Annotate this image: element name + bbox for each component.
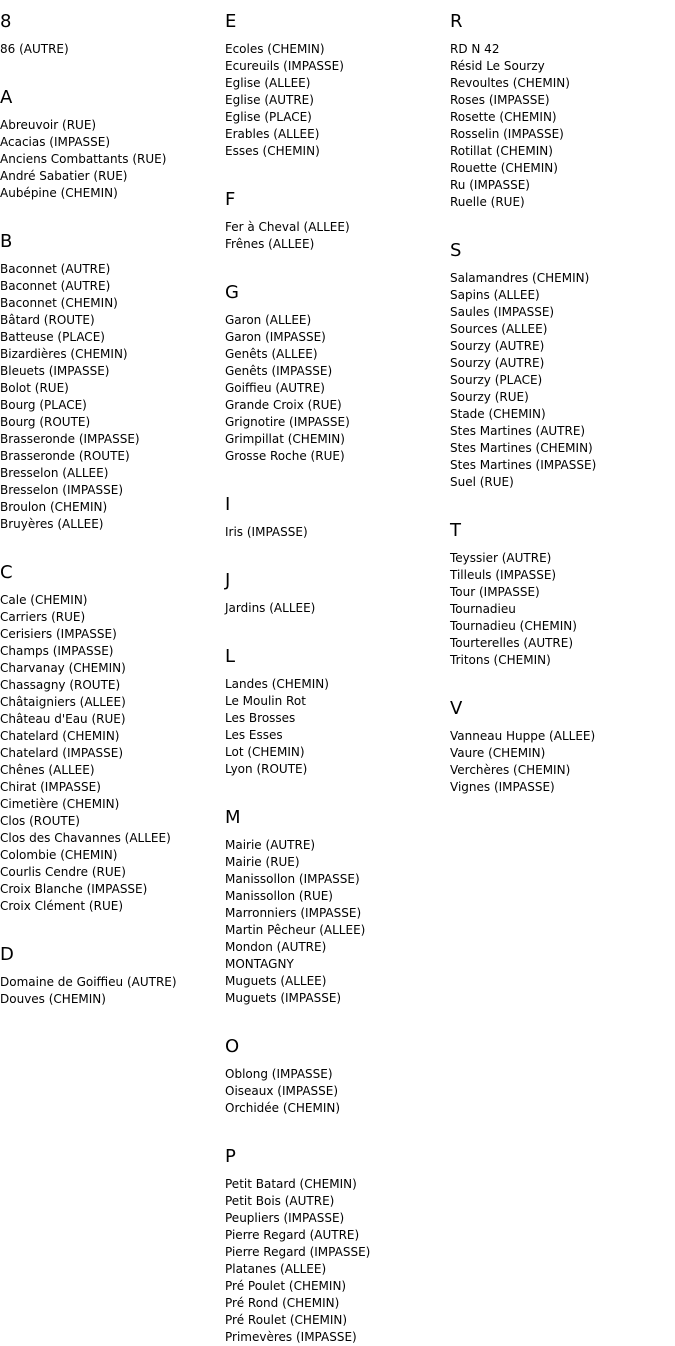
street-list-item: Oiseaux (IMPASSE) [225, 1084, 339, 1098]
letter-section [225, 189, 450, 253]
street-list-item: Carriers (RUE) [0, 610, 86, 624]
street-list [0, 117, 225, 202]
street-list [0, 974, 225, 1008]
street-list-item: Les Esses [225, 728, 283, 742]
section-spacer [225, 778, 450, 796]
street-list-item: Peupliers (IMPASSE) [225, 1211, 345, 1225]
street-list-item: Aubépine (CHEMIN) [0, 186, 118, 200]
street-list-item: Charvanay (CHEMIN) [0, 661, 126, 675]
street-list-item: Croix Clément (RUE) [0, 899, 123, 913]
section-letter-heading: G [225, 282, 239, 303]
section-spacer [450, 669, 675, 687]
letter-section [0, 87, 225, 202]
street-list [225, 219, 450, 253]
street-list-item: Pierre Regard (IMPASSE) [225, 1245, 371, 1259]
street-list [225, 676, 450, 778]
street-list [0, 261, 225, 533]
street-list-item: Stes Martines (IMPASSE) [450, 458, 597, 472]
street-list-item: Bolot (RUE) [0, 381, 69, 395]
street-list-item: Teyssier (AUTRE) [450, 551, 552, 565]
street-list-item: Chatelard (IMPASSE) [0, 746, 124, 760]
street-list-item: Garon (IMPASSE) [225, 330, 326, 344]
street-list-item: Iris (IMPASSE) [225, 525, 308, 539]
street-list [225, 600, 450, 617]
street-list-item: Marronniers (IMPASSE) [225, 906, 362, 920]
street-list-item: Bourg (PLACE) [0, 398, 87, 412]
street-list-item: Tourterelles (AUTRE) [450, 636, 574, 650]
street-list-item: Châtaigniers (ALLEE) [0, 695, 126, 709]
street-list-item: Grimpillat (CHEMIN) [225, 432, 345, 446]
section-letter-heading: D [0, 944, 14, 965]
street-list-item: Rosselin (IMPASSE) [450, 127, 564, 141]
street-list-item: Rouette (CHEMIN) [450, 161, 558, 175]
section-spacer [225, 541, 450, 559]
street-list-item: André Sabatier (RUE) [0, 169, 128, 183]
street-list-item: Tournadieu (CHEMIN) [450, 619, 577, 633]
letter-section [225, 11, 450, 160]
street-list-item: Ecoles (CHEMIN) [225, 42, 325, 56]
section-spacer [225, 465, 450, 483]
street-list-item: Champs (IMPASSE) [0, 644, 114, 658]
street-list-item: Baconnet (CHEMIN) [0, 296, 118, 310]
letter-section [225, 570, 450, 617]
section-letter-heading: J [225, 570, 231, 591]
street-list-item: Manissollon (IMPASSE) [225, 872, 360, 886]
street-list-item: 86 (AUTRE) [0, 42, 69, 56]
section-letter-heading: P [225, 1146, 236, 1167]
street-list-item: Les Brosses [225, 711, 296, 725]
street-list-item: Lyon (ROUTE) [225, 762, 308, 776]
street-list-item: Tournadieu [450, 602, 516, 616]
street-list-item: Chênes (ALLEE) [0, 763, 95, 777]
street-list [0, 41, 225, 58]
letter-section [0, 944, 225, 1008]
letter-section [450, 520, 675, 669]
street-list-item: Stes Martines (CHEMIN) [450, 441, 593, 455]
street-list-item: Saules (IMPASSE) [450, 305, 555, 319]
street-list-item: Mairie (AUTRE) [225, 838, 316, 852]
street-list-item: Fer à Cheval (ALLEE) [225, 220, 350, 234]
street-list-item: Croix Blanche (IMPASSE) [0, 882, 148, 896]
section-letter-heading: R [450, 11, 463, 32]
street-list-item: Batteuse (PLACE) [0, 330, 105, 344]
street-list-item: Verchères (CHEMIN) [450, 763, 571, 777]
street-list [0, 592, 225, 915]
street-list-item: Douves (CHEMIN) [0, 992, 106, 1006]
street-list-item: Grosse Roche (RUE) [225, 449, 345, 463]
street-list-item: Château d'Eau (RUE) [0, 712, 126, 726]
letter-section [450, 11, 675, 211]
section-letter-heading: B [0, 231, 13, 252]
street-list [225, 312, 450, 465]
street-list-item: Grignotire (IMPASSE) [225, 415, 350, 429]
section-letter-heading: C [0, 562, 13, 583]
street-list-item: Ecureuils (IMPASSE) [225, 59, 344, 73]
street-list-item: Sourzy (PLACE) [450, 373, 543, 387]
street-list-item: Bruyères (ALLEE) [0, 517, 104, 531]
street-list-item: Chassagny (ROUTE) [0, 678, 121, 692]
street-list-item: Domaine de Goiffieu (AUTRE) [0, 975, 177, 989]
street-list-item: Jardins (ALLEE) [225, 601, 316, 615]
section-letter-heading: O [225, 1036, 240, 1057]
street-list-item: Primevères (IMPASSE) [225, 1330, 357, 1344]
street-list [225, 1066, 450, 1117]
street-list-item: Broulon (CHEMIN) [0, 500, 108, 514]
street-list [225, 837, 450, 1007]
section-spacer [225, 253, 450, 271]
street-list-item: Pré Rond (CHEMIN) [225, 1296, 340, 1310]
street-list-item: Martin Pêcheur (ALLEE) [225, 923, 366, 937]
street-list-item: Esses (CHEMIN) [225, 144, 320, 158]
street-list [450, 270, 675, 491]
street-list-item: Frênes (ALLEE) [225, 237, 315, 251]
street-list-item: Vaure (CHEMIN) [450, 746, 546, 760]
street-list-item: Bleuets (IMPASSE) [0, 364, 110, 378]
street-list-item: Clos (ROUTE) [0, 814, 80, 828]
street-list-item: Orchidée (CHEMIN) [225, 1101, 341, 1115]
street-list-item: Sourzy (RUE) [450, 390, 529, 404]
street-list-item: Eglise (AUTRE) [225, 93, 314, 107]
section-letter-heading: S [450, 240, 462, 261]
street-list-item: Abreuvoir (RUE) [0, 118, 97, 132]
letter-section [225, 646, 450, 778]
street-list-item: Muguets (ALLEE) [225, 974, 327, 988]
section-spacer [450, 491, 675, 509]
section-letter-heading: L [225, 646, 236, 667]
section-letter-heading: M [225, 807, 241, 828]
street-list-item: Mondon (AUTRE) [225, 940, 327, 954]
section-spacer [225, 1007, 450, 1025]
letter-section [225, 282, 450, 465]
street-list-item: Suel (RUE) [450, 475, 514, 489]
street-list-item: Petit Batard (CHEMIN) [225, 1177, 357, 1191]
street-list-item: Le Moulin Rot [225, 694, 306, 708]
section-letter-heading: I [225, 494, 231, 515]
street-list-item: MONTAGNY [225, 957, 294, 971]
street-list-item: Bresselon (IMPASSE) [0, 483, 124, 497]
street-list-item: Acacias (IMPASSE) [0, 135, 111, 149]
section-spacer [450, 211, 675, 229]
street-list-item: Ru (IMPASSE) [450, 178, 530, 192]
street-index-column-3 [450, 0, 675, 796]
street-list-item: Vignes (IMPASSE) [450, 780, 555, 794]
street-list-item: Salamandres (CHEMIN) [450, 271, 590, 285]
street-list-item: Petit Bois (AUTRE) [225, 1194, 335, 1208]
section-letter-heading: F [225, 189, 236, 210]
street-list-item: Genêts (IMPASSE) [225, 364, 333, 378]
street-list-item: Colombie (CHEMIN) [0, 848, 118, 862]
street-list-item: Pré Roulet (CHEMIN) [225, 1313, 348, 1327]
street-list [450, 728, 675, 796]
street-list-item: Sourzy (AUTRE) [450, 356, 545, 370]
street-list-item: Ruelle (RUE) [450, 195, 525, 209]
street-list-item: Brasseronde (ROUTE) [0, 449, 130, 463]
street-list-item: Bâtard (ROUTE) [0, 313, 95, 327]
letter-section [0, 562, 225, 915]
street-list-item: Cale (CHEMIN) [0, 593, 88, 607]
street-list-item: Vanneau Huppe (ALLEE) [450, 729, 596, 743]
street-list-item: Stes Martines (AUTRE) [450, 424, 586, 438]
letter-section [0, 231, 225, 533]
street-list-item: Résid Le Sourzy [450, 59, 545, 73]
letter-section [225, 1146, 450, 1346]
street-list-item: Garon (ALLEE) [225, 313, 312, 327]
street-list-item: Cerisiers (IMPASSE) [0, 627, 117, 641]
street-list-item: Genêts (ALLEE) [225, 347, 318, 361]
letter-section [450, 240, 675, 491]
street-list-item: Cimetière (CHEMIN) [0, 797, 120, 811]
street-index-column-2 [225, 0, 450, 1346]
section-letter-heading: T [450, 520, 461, 541]
street-list-item: Grande Croix (RUE) [225, 398, 342, 412]
section-spacer [0, 58, 225, 76]
street-list-item: Revoultes (CHEMIN) [450, 76, 570, 90]
street-list-item: Tour (IMPASSE) [450, 585, 540, 599]
street-index-column-1 [0, 0, 225, 1008]
letter-section [225, 807, 450, 1007]
section-spacer [0, 202, 225, 220]
section-letter-heading: A [0, 87, 13, 108]
street-list-item: Eglise (PLACE) [225, 110, 312, 124]
street-list-item: Mairie (RUE) [225, 855, 300, 869]
street-list-item: Sourzy (AUTRE) [450, 339, 545, 353]
street-list-item: Tilleuls (IMPASSE) [450, 568, 557, 582]
section-spacer [0, 533, 225, 551]
street-list-item: Brasseronde (IMPASSE) [0, 432, 140, 446]
street-list-item: Manissollon (RUE) [225, 889, 333, 903]
street-list-item: Bizardières (CHEMIN) [0, 347, 128, 361]
street-list-item: Baconnet (AUTRE) [0, 279, 111, 293]
section-spacer [225, 160, 450, 178]
section-letter-heading: E [225, 11, 237, 32]
letter-section [450, 698, 675, 796]
street-list-item: Sources (ALLEE) [450, 322, 548, 336]
street-list-item: Anciens Combattants (RUE) [0, 152, 167, 166]
street-list-item: Clos des Chavannes (ALLEE) [0, 831, 171, 845]
street-list-item: Rotillat (CHEMIN) [450, 144, 553, 158]
street-list [225, 1176, 450, 1346]
street-list-item: Lot (CHEMIN) [225, 745, 305, 759]
street-list-item: Platanes (ALLEE) [225, 1262, 327, 1276]
street-list-item: Chatelard (CHEMIN) [0, 729, 120, 743]
street-list-item: Muguets (IMPASSE) [225, 991, 342, 1005]
section-spacer [225, 617, 450, 635]
street-list-item: Roses (IMPASSE) [450, 93, 550, 107]
street-list-item: Pré Poulet (CHEMIN) [225, 1279, 347, 1293]
street-list-item: Landes (CHEMIN) [225, 677, 329, 691]
street-list-item: Oblong (IMPASSE) [225, 1067, 333, 1081]
letter-section [0, 11, 225, 58]
street-list-item: Courlis Cendre (RUE) [0, 865, 126, 879]
street-list [225, 41, 450, 160]
street-list-item: Pierre Regard (AUTRE) [225, 1228, 360, 1242]
street-list-item: Goiffieu (AUTRE) [225, 381, 325, 395]
street-list-item: Tritons (CHEMIN) [450, 653, 551, 667]
letter-section [225, 1036, 450, 1117]
street-list-item: Eglise (ALLEE) [225, 76, 311, 90]
street-list-item: Bourg (ROUTE) [0, 415, 91, 429]
section-spacer [225, 1117, 450, 1135]
street-list-item: Erables (ALLEE) [225, 127, 320, 141]
street-list-item: Chirat (IMPASSE) [0, 780, 101, 794]
letter-section [225, 494, 450, 541]
street-list [450, 550, 675, 669]
street-list [225, 524, 450, 541]
street-list-item: RD N 42 [450, 42, 500, 56]
street-list-item: Stade (CHEMIN) [450, 407, 546, 421]
section-letter-heading: V [450, 698, 463, 719]
street-list-item: Sapins (ALLEE) [450, 288, 540, 302]
street-list-item: Rosette (CHEMIN) [450, 110, 557, 124]
street-list [450, 41, 675, 211]
street-list-item: Baconnet (AUTRE) [0, 262, 111, 276]
section-letter-heading: 8 [0, 11, 12, 32]
street-list-item: Bresselon (ALLEE) [0, 466, 109, 480]
section-spacer [0, 915, 225, 933]
